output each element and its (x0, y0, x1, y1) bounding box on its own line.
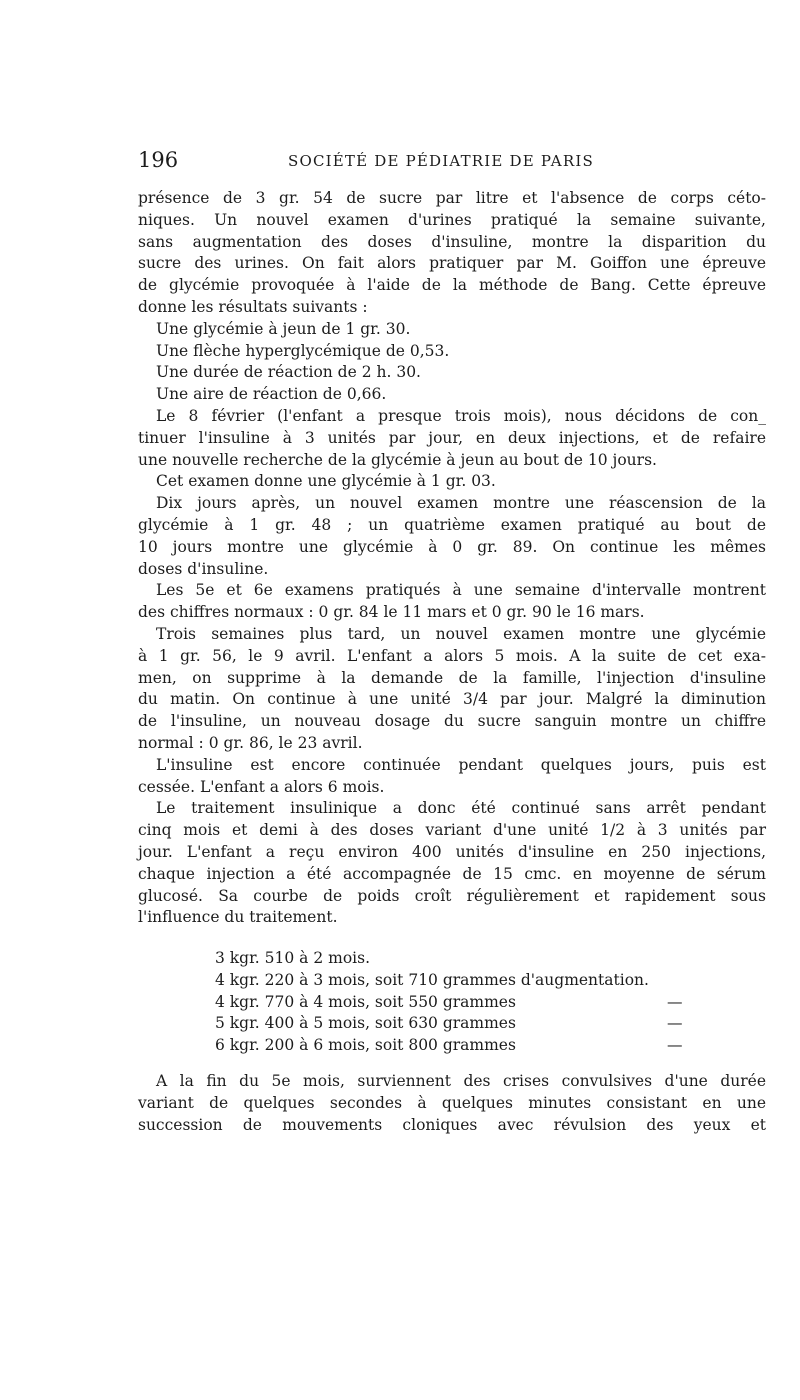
text-line: glycémie à 1 gr. 48 ; un quatrième examen pratiqué au bout de (138, 515, 766, 534)
weight-row (138, 1013, 766, 1035)
text-line: une nouvelle recherche de la glycémie à jeun au bout de 10 jours. (138, 450, 657, 469)
ditto-dash: — (667, 1014, 683, 1033)
text-line: doses d'insuline. (138, 559, 269, 578)
text-line: normal : 0 gr. 86, le 23 avril. (138, 733, 363, 752)
text-line: L'insuline est encore continuée pendant quelques jours, puis est (156, 755, 766, 774)
closing-paragraph (138, 1071, 766, 1136)
text-line: Une durée de réaction de 2 h. 30. (156, 363, 421, 382)
text-line: 10 jours montre une glycémie à 0 gr. 89. On continue les mêmes (138, 537, 766, 556)
text-line: l'influence du traitement. (138, 908, 338, 927)
page-header (138, 148, 766, 172)
text-line: niques. Un nouvel examen d'urines pratiqué la semaine suivante, (138, 210, 766, 229)
weight-list (138, 948, 766, 1057)
text-line: de glycémie provoquée à l'aide de la méthode de Bang. Cette épreuve (138, 276, 766, 295)
text-line: variant de quelques secondes à quelques minutes consistant en une (138, 1093, 766, 1112)
text-line: jour. L'enfant a reçu environ 400 unités d'insuline en 250 injections, (138, 842, 766, 861)
text-line: chaque injection a été accompagnée de 15 cmc. en moyenne de sérum (138, 864, 766, 883)
text-line: Une flèche hyperglycémique de 0,53. (156, 341, 450, 360)
weight-text: 3 kgr. 510 à 2 mois. (215, 949, 370, 968)
ditto-dash (615, 948, 667, 970)
text-line: tinuer l'insuline à 3 unités par jour, en deux injections, et de refaire (138, 428, 766, 447)
page-number: 196 (138, 148, 179, 172)
weight-row (138, 1035, 766, 1057)
text-line: Le 8 février (l'enfant a presque trois mois), nous décidons de con_ (156, 406, 766, 425)
text-line: Une glycémie à jeun de 1 gr. 30. (156, 319, 411, 338)
text-line: A la fin du 5e mois, surviennent des crises convulsives d'une durée (156, 1072, 766, 1091)
weight-row (138, 992, 766, 1014)
text-line: donne les résultats suivants : (138, 297, 368, 316)
text-line: Les 5e et 6e examens pratiqués à une semaine d'intervalle montrent (156, 581, 766, 600)
text-line: de l'insuline, un nouveau dosage du sucre sanguin montre un chiffre (138, 712, 766, 731)
running-title: SOCIÉTÉ DE PÉDIATRIE DE PARIS (288, 152, 594, 170)
text-line: présence de 3 gr. 54 de sucre par litre et l'absence de corps céto- (138, 189, 766, 207)
ditto-dash (615, 970, 667, 992)
text-line: des chiffres normaux : 0 gr. 84 le 11 mars et 0 gr. 90 le 16 mars. (138, 603, 645, 622)
weight-text: 4 kgr. 770 à 4 mois, soit 550 grammes (215, 992, 516, 1011)
text-line: Trois semaines plus tard, un nouvel examen montre une glycémie (156, 624, 766, 643)
text-line: Cet examen donne une glycémie à 1 gr. 03. (156, 472, 496, 491)
text-line: du matin. On continue à une unité 3/4 par jour. Malgré la diminution (138, 690, 766, 709)
text-line: Dix jours après, un nouvel examen montre une réascension de la (156, 494, 766, 513)
text-line: men, on supprime à la demande de la famille, l'injection d'insuline (138, 668, 766, 687)
text-line: glucosé. Sa courbe de poids croît régulièrement et rapidement sous (138, 886, 766, 905)
text-line: sans augmentation des doses d'insuline, montre la disparition du (138, 232, 766, 251)
weight-text: 5 kgr. 400 à 5 mois, soit 630 grammes (215, 1014, 516, 1033)
text-line: succession de mouvements cloniques avec révulsion des yeux et (138, 1115, 766, 1134)
text-line: cinq mois et demi à des doses variant d'une unité 1/2 à 3 unités par (138, 821, 766, 840)
weight-text: 4 kgr. 220 à 3 mois, soit 710 grammes d'augmentation. (215, 970, 649, 989)
text-line: Le traitement insulinique a donc été continué sans arrêt pendant (156, 799, 766, 818)
text-line: sucre des urines. On fait alors pratiquer par M. Goiffon une épreuve (138, 254, 766, 273)
body-text (138, 188, 766, 1136)
weight-row (138, 948, 766, 970)
ditto-dash: — (667, 992, 683, 1011)
text-line: à 1 gr. 56, le 9 avril. L'enfant a alors 5 mois. A la suite de cet exa- (138, 646, 766, 665)
text-line: Une aire de réaction de 0,66. (156, 385, 387, 404)
ditto-dash: — (667, 1036, 683, 1055)
weight-text: 6 kgr. 200 à 6 mois, soit 800 grammes (215, 1036, 516, 1055)
text-line: cessée. L'enfant a alors 6 mois. (138, 777, 385, 796)
paragraph-block (138, 188, 766, 929)
weight-row (138, 970, 766, 992)
